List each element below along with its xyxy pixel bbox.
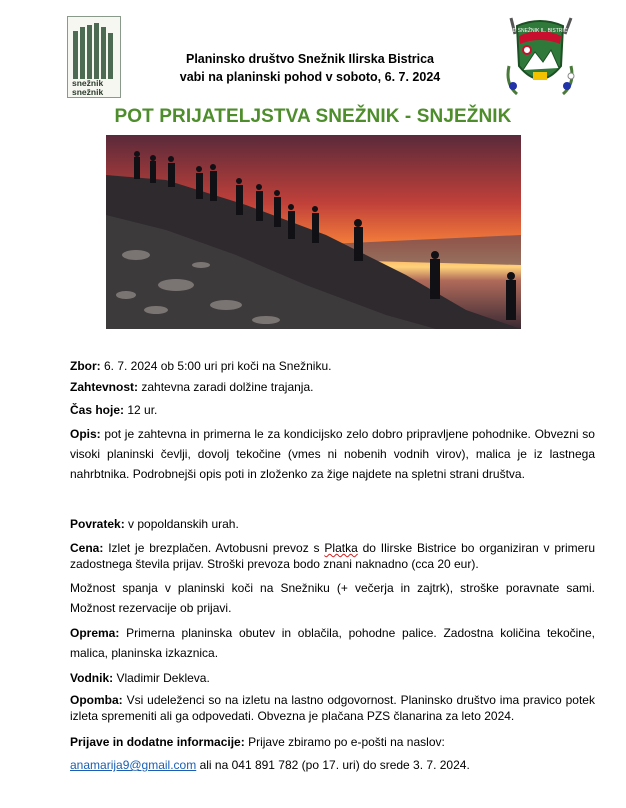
page-title: POT PRIJATELJSTVA SNEŽNIK - SNJEŽNIK [114, 106, 512, 127]
logo-bars-icon [73, 23, 115, 79]
society-emblem-icon [501, 14, 579, 102]
email-link[interactable]: anamarija9@gmail.com [70, 758, 197, 772]
return-info [70, 514, 595, 534]
povratek-text: v popoldanskih urah. [128, 517, 239, 531]
hikers-sunset-photo [106, 135, 521, 329]
cena-text-b: do Ilirske Bistrice bo organiziran v primeru zadostnega števila prijav. Stroški prevoza bodo znani naknadno (cca 20 eur). [70, 541, 596, 571]
vodnik-text: Vladimir Dekleva. [116, 671, 210, 685]
description-info [70, 424, 595, 484]
guide-info [70, 668, 595, 688]
registration-info [70, 732, 595, 752]
contact-rest: ali na 041 891 782 (po 17. uri) do srede 3. 7. 2024. [199, 758, 470, 772]
emblem-text: PD SNEŽNIK IL. BISTRICA [509, 28, 571, 34]
opomba-text: Vsi udeleženci so na izletu na lastno odgovornost. Planinsko društvo ima pravico potek izleta spremeniti ali ga odpovedati. Obvezna je plačana PZS članarina za leto 2024. [70, 693, 595, 723]
logo-left-line2: snežnik [72, 87, 104, 97]
vodnik-label: Vodnik: [70, 671, 114, 685]
header-line2: vabi na planinski pohod v soboto, 6. 7. 2024 [179, 70, 441, 84]
cena-text-a: Izlet je brezplačen. Avtobusni prevoz s [108, 541, 320, 555]
cas-text: 12 ur. [127, 403, 158, 417]
prijave-text: Prijave zbiramo po e-pošti na naslov: [248, 735, 445, 749]
meeting-info [70, 356, 595, 376]
cas-label: Čas hoje: [70, 403, 125, 417]
zahtevnost-text: zahtevna zaradi dolžine trajanja. [141, 380, 314, 394]
duration-info [70, 400, 595, 420]
oprema-text: Primerna planinska obutev in oblačila, pohodne palice. Zadostna količina tekočine, malica, planinska izkaznica. [70, 626, 595, 660]
zbor-text: 6. 7. 2024 ob 5:00 uri pri koči na Snežniku. [104, 359, 332, 373]
zbor-label: Zbor: [70, 359, 101, 373]
difficulty-info [70, 377, 595, 397]
opis-text: pot je zahtevna in primerna le za kondicijsko zelo dobro pripravljene pohodnike. Obvezni so visoki planinski čevlji, dovolj tekočine (vmes ni nobenih vodnih virov), malica je iz lastnega nahrbtnika. Podrobnejši opis poti in zloženko za žige najdete na spletni strani društva. [70, 427, 595, 481]
logo-left-line1: snežnik [72, 78, 104, 88]
note-info [70, 692, 595, 724]
price-info [70, 540, 595, 572]
accommodation-info: Možnost spanja v planinski koči na Snežniku (+ večerja in zajtrk), stroške poravnate sami. Možnost rezervacije ob prijavi. [70, 581, 595, 615]
contact-info [70, 755, 595, 775]
oprema-label: Oprema: [70, 626, 120, 640]
povratek-label: Povratek: [70, 517, 125, 531]
header-line1: Planinsko društvo Snežnik Ilirska Bistrica [185, 52, 434, 66]
society-logo-left [67, 16, 121, 98]
equipment-info [70, 623, 595, 663]
opomba-label: Opomba: [70, 693, 123, 707]
prijave-label: Prijave in dodatne informacije: [70, 735, 245, 749]
cena-place-word: Platka [324, 541, 358, 555]
cena-label: Cena: [70, 541, 104, 555]
zahtevnost-label: Zahtevnost: [70, 380, 139, 394]
opis-label: Opis: [70, 427, 101, 441]
